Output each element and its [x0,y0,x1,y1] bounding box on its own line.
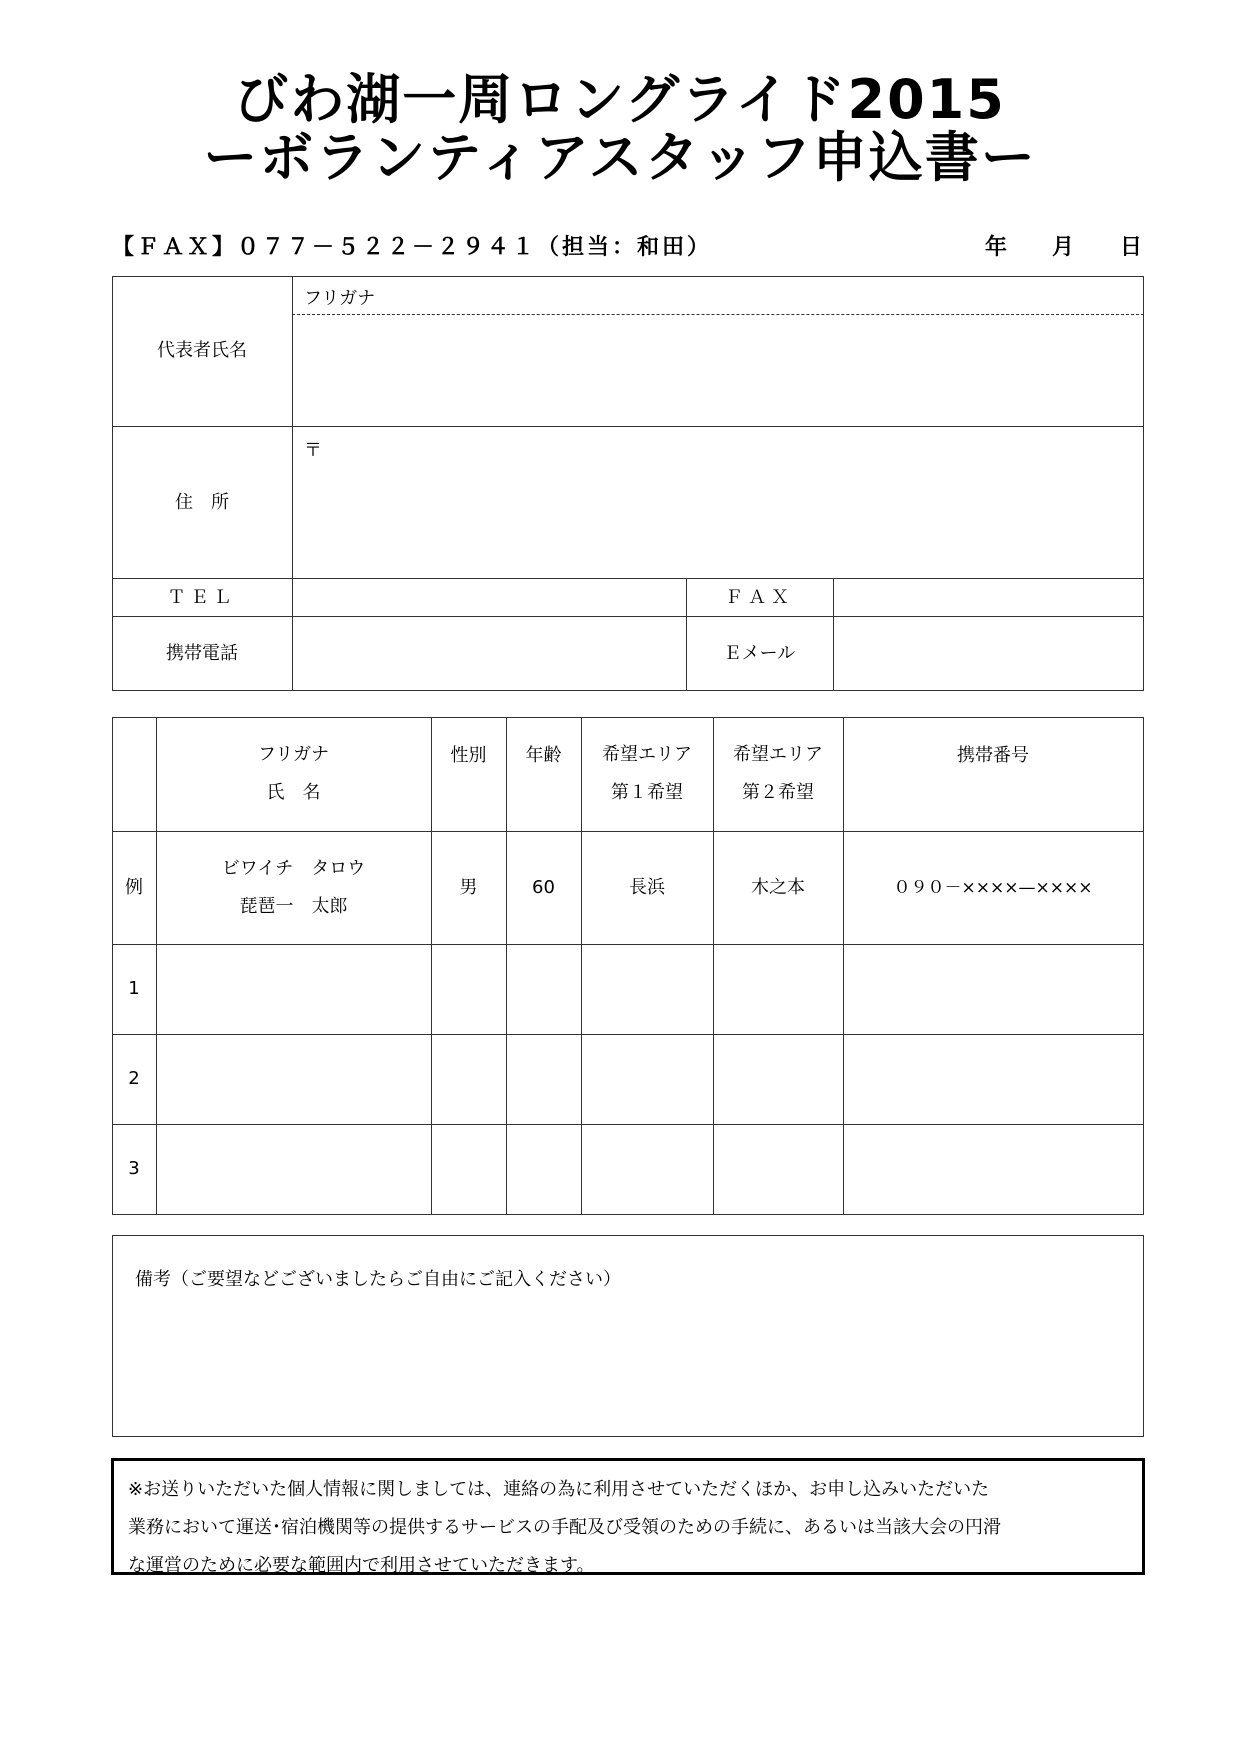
divider [112,426,1144,427]
header-mobile-number: 携帯番号 [957,745,1029,766]
representative-name-field[interactable] [294,316,1142,424]
tel-field[interactable] [294,580,684,614]
divider [112,1124,1144,1125]
remarks-label: 備考（ご要望などございましたらご自由にご記入ください） [135,1269,621,1290]
row-number-3: 3 [128,1158,140,1179]
notice-line-2: 業務において運送･宿泊機関等の提供するサービスの手配及び受領のための手続に、あるいは当該大会の円滑 [128,1517,1001,1538]
example-kana: ビワイチ タロウ [221,857,366,879]
example-gender: 男 [459,876,478,898]
title-line-1: びわ湖一周ロングライド2015 [234,68,1006,131]
email-label: Ｅメール [723,643,796,664]
staff-row-2-fields[interactable] [158,1036,1142,1122]
header-area-label: 希望エリア [733,744,823,765]
header-furigana: フリガナ [257,744,330,765]
title-line-2: ーボランティアスタッフ申込書ー [203,126,1037,189]
date-year: 年 [985,235,1008,260]
row-number-1: 1 [128,978,140,999]
example-area-1: 長浜 [629,876,665,898]
staff-row-3-fields[interactable] [158,1126,1142,1212]
header-area-label: 希望エリア [602,744,692,765]
representative-name-label: 代表者氏名 [157,340,247,361]
date-month: 月 [1052,235,1075,260]
example-name [156,831,431,944]
header-first-choice: 第１希望 [611,782,683,803]
example-fullname: 琵琶一 太郎 [239,895,348,917]
header-area-1 [581,717,713,831]
fax-label: ＦＡＸ [725,587,794,608]
address-label: 住 所 [175,492,229,513]
divider [292,276,293,691]
header-second-choice: 第２希望 [742,782,814,803]
privacy-notice-text [128,1471,1001,1585]
divider [112,578,1144,579]
furigana-label: フリガナ [304,288,376,309]
header-gender: 性別 [450,745,487,766]
fax-field[interactable] [835,580,1142,614]
example-label: 例 [125,876,143,898]
divider [112,1034,1144,1035]
postal-mark: 〒 [304,440,322,461]
furigana-divider [292,314,1144,315]
email-field[interactable] [835,618,1142,688]
example-area-2: 木之本 [751,876,805,898]
header-name [156,717,431,831]
divider [833,578,834,691]
date-day: 日 [1120,235,1143,260]
fax-number: 【ＦＡＸ】０７７－５２２－２９４１（担当：和田） [112,235,713,260]
divider [112,944,1144,945]
tel-label: ＴＥＬ [167,587,237,608]
mobile-label: 携帯電話 [166,643,238,664]
staff-row-1-fields[interactable] [158,946,1142,1032]
example-phone: ０９０－××××—×××× [893,877,1093,898]
header-fullname: 氏 名 [266,782,321,803]
mobile-field[interactable] [294,618,684,688]
notice-line-1: ※お送りいただいた個人情報に関しましては、連絡の為に利用させていただくほか、お申し込みいただいた [128,1479,990,1500]
header-area-2 [713,717,843,831]
row-number-2: 2 [128,1068,140,1089]
example-age: 60 [532,876,555,898]
address-field[interactable] [294,428,1142,576]
header-age: 年齢 [525,745,562,766]
notice-line-3: な運営のために必要な範囲内で利用させていただきます。 [128,1555,595,1576]
divider [112,616,1144,617]
